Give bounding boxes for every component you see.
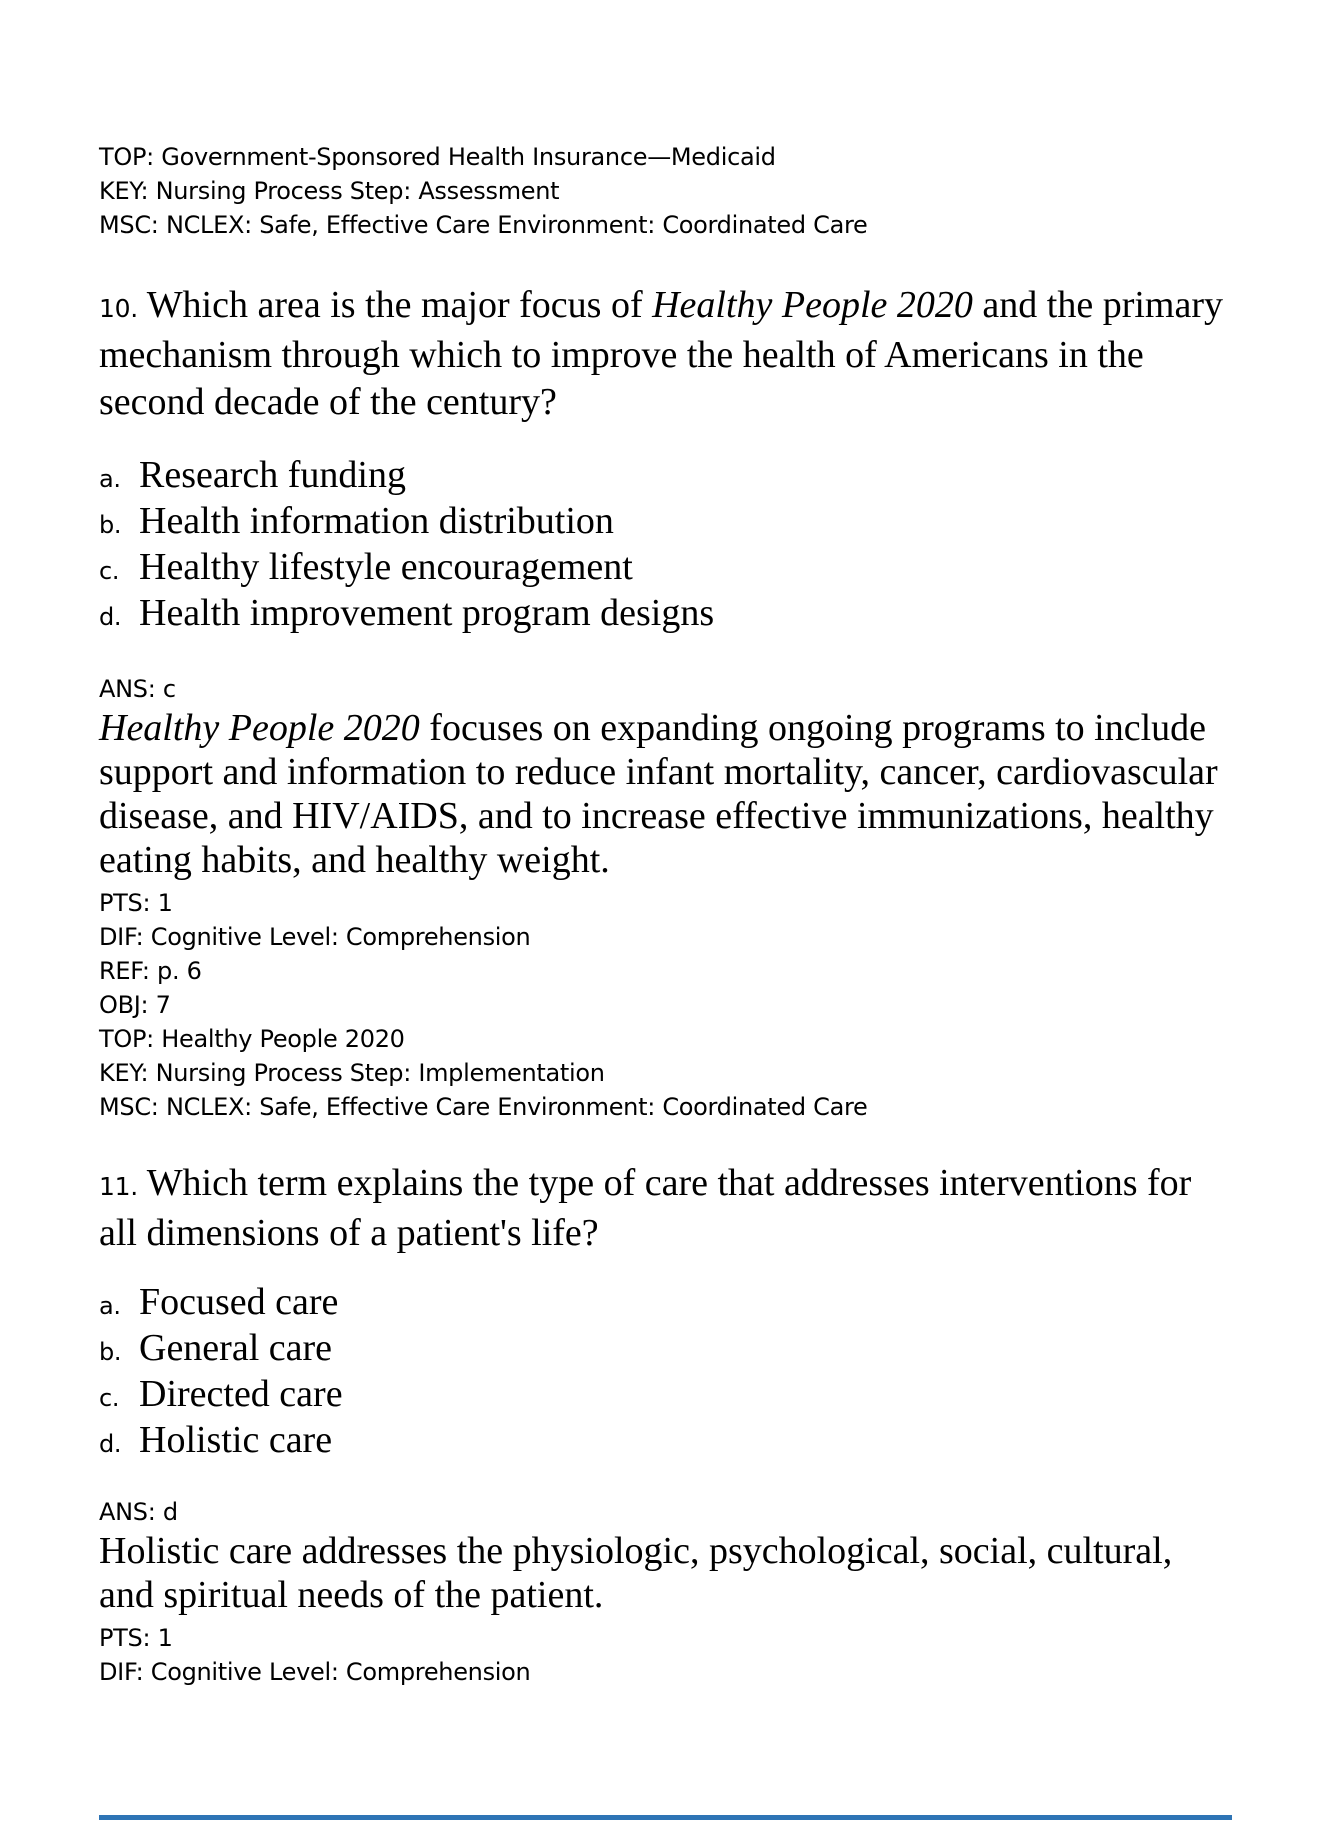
meta-line-pts [99, 886, 1232, 920]
option-row-d [99, 1419, 1232, 1465]
meta-line-key [99, 1056, 1232, 1090]
option-row-b [99, 500, 1232, 546]
answer-value: c [162, 675, 176, 703]
meta-line-top [99, 140, 1232, 174]
answer-label: ANS: [99, 1498, 156, 1526]
meta-value: 1 [157, 1624, 173, 1652]
option-row-c [99, 1373, 1232, 1419]
question-meta-block [99, 1621, 1232, 1689]
meta-label: TOP: [99, 1025, 154, 1053]
rationale-text: focuses on expanding ongoing programs to include support and information to reduce infant mortality, cancer, cardiovascular disease, and HIV/AIDS, and to increase effective immunizations, healthy eating habits, and healthy weight. [99, 707, 1218, 881]
meta-line-msc [99, 1090, 1232, 1124]
option-row-c [99, 546, 1232, 592]
question-number: 11. [99, 1172, 138, 1201]
option-letter: b. [99, 1338, 122, 1366]
option-letter: b. [99, 511, 122, 539]
option-letter: d. [99, 1430, 122, 1458]
option-letter: c. [99, 557, 120, 585]
meta-line-top [99, 1022, 1232, 1056]
rationale-text: Holistic care addresses the physiologic, psychological, social, cultural, and spiritual needs of the patient. [99, 1530, 1173, 1616]
meta-label: DIF: [99, 1658, 144, 1686]
question-11 [99, 1160, 1232, 1689]
meta-label: MSC: [99, 1093, 159, 1121]
question-stem [99, 1160, 1232, 1257]
header-meta-block [99, 140, 1232, 242]
rationale-italic-title: Healthy People 2020 [99, 707, 420, 749]
answer-value: d [162, 1498, 178, 1526]
meta-value: NCLEX: Safe, Effective Care Environment: Coordinated Care [165, 211, 868, 239]
meta-label: PTS: [99, 1624, 151, 1652]
option-row-a [99, 454, 1232, 500]
options-list [99, 1281, 1232, 1465]
option-text: Focused care [139, 1281, 339, 1323]
meta-label: OBJ: [99, 991, 149, 1019]
meta-value: Healthy People 2020 [161, 1025, 405, 1053]
option-text: General care [139, 1327, 333, 1369]
rationale [99, 1529, 1232, 1617]
stem-text: Which term explains the type of care that addresses interventions for all dimensions of a patient's life? [99, 1162, 1192, 1254]
meta-line-obj [99, 988, 1232, 1022]
answer-line [99, 672, 1232, 706]
meta-value: Cognitive Level: Comprehension [150, 1658, 531, 1686]
option-letter: c. [99, 1384, 120, 1412]
stem-text: Which area is the major focus of [146, 284, 653, 326]
option-text: Health information distribution [139, 500, 614, 542]
meta-value: 7 [155, 991, 171, 1019]
question-stem [99, 282, 1232, 426]
option-row-b [99, 1327, 1232, 1373]
meta-label: MSC: [99, 211, 159, 239]
stem-text: and the primary mechanism through which to improve the health of Americans in the second decade of the century? [99, 284, 1223, 423]
meta-label: TOP: [99, 143, 154, 171]
option-letter: a. [99, 465, 121, 493]
meta-label: KEY: [99, 177, 149, 205]
option-letter: a. [99, 1292, 121, 1320]
meta-line-ref [99, 954, 1232, 988]
meta-value: Nursing Process Step: Implementation [155, 1059, 605, 1087]
meta-value: 1 [157, 889, 173, 917]
meta-line-key [99, 174, 1232, 208]
option-text: Health improvement program designs [139, 592, 715, 634]
page-bottom-divider [99, 1815, 1232, 1820]
meta-label: DIF: [99, 923, 144, 951]
meta-label: PTS: [99, 889, 151, 917]
option-letter: d. [99, 603, 122, 631]
option-text: Holistic care [139, 1419, 333, 1461]
meta-value: Government-Sponsored Health Insurance—Medicaid [161, 143, 776, 171]
meta-label: KEY: [99, 1059, 149, 1087]
meta-value: p. 6 [157, 957, 202, 985]
options-list [99, 454, 1232, 638]
meta-line-pts [99, 1621, 1232, 1655]
meta-value: NCLEX: Safe, Effective Care Environment: Coordinated Care [165, 1093, 868, 1121]
answer-label: ANS: [99, 675, 156, 703]
question-number: 10. [99, 294, 138, 323]
option-row-d [99, 592, 1232, 638]
question-10 [99, 282, 1232, 1124]
option-text: Directed care [139, 1373, 343, 1415]
meta-line-msc [99, 208, 1232, 242]
stem-italic-title: Healthy People 2020 [652, 284, 973, 326]
meta-line-dif [99, 1655, 1232, 1689]
rationale [99, 706, 1232, 882]
option-row-a [99, 1281, 1232, 1327]
meta-line-dif [99, 920, 1232, 954]
meta-label: REF: [99, 957, 150, 985]
meta-value: Cognitive Level: Comprehension [150, 923, 531, 951]
option-text: Healthy lifestyle encouragement [139, 546, 633, 588]
answer-line [99, 1495, 1232, 1529]
question-meta-block [99, 886, 1232, 1124]
meta-value: Nursing Process Step: Assessment [155, 177, 560, 205]
option-text: Research funding [139, 454, 406, 496]
